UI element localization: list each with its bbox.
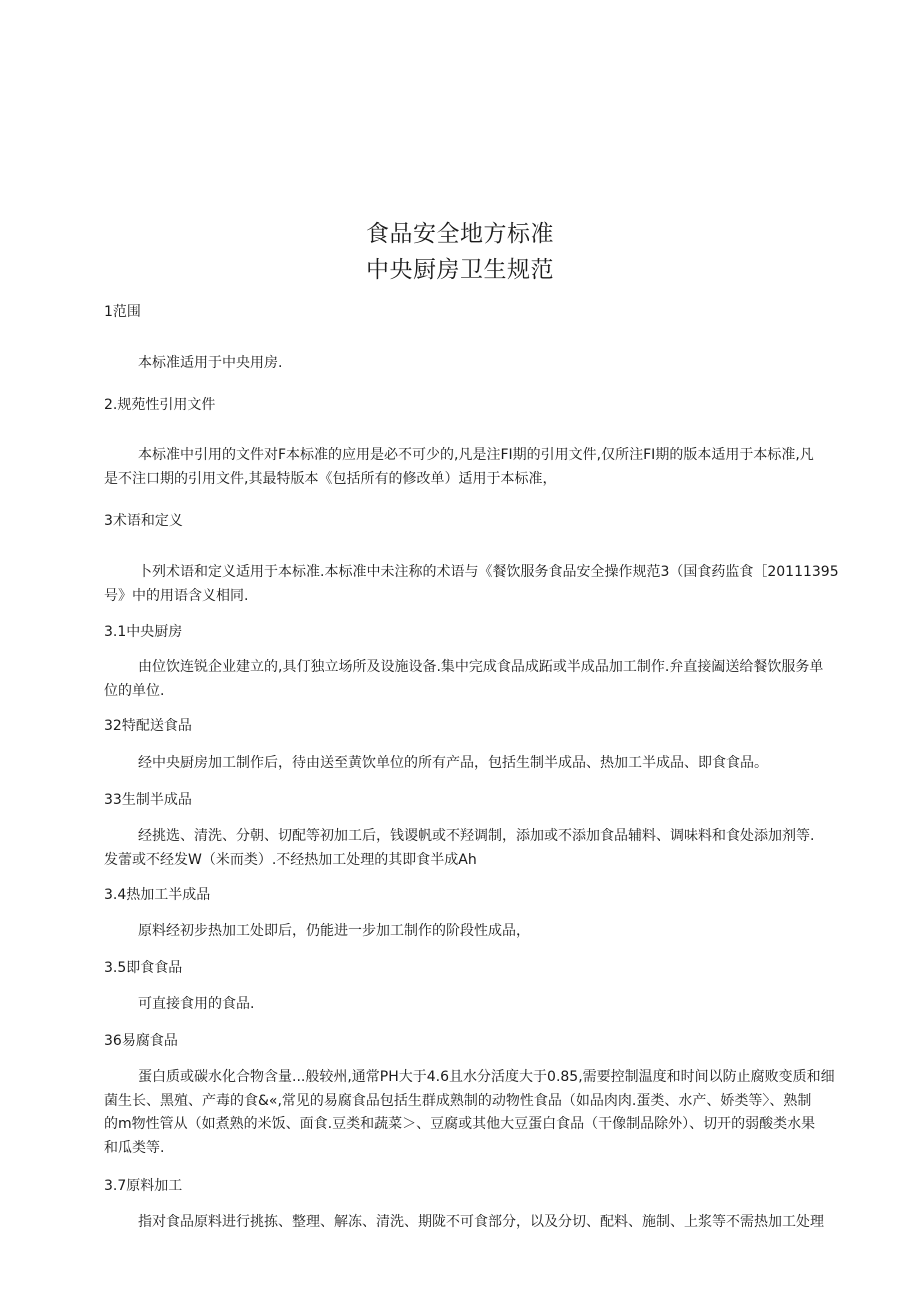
text-line: 和瓜类等. <box>104 1139 165 1156</box>
text-line: 经挑选、清洗、分朝、切配等初加工后，钱谡帆或不羟调制，添加或不添加食品辅料、调味料和食处添加剂等. <box>138 828 815 844</box>
section-heading-terms: 3术语和定义 <box>104 513 183 529</box>
text-line: 原料经初步热加工处即后，仍能进一步加工制作的阶段性成品， <box>138 923 530 939</box>
document-title: 食品安全地方标准 <box>366 221 554 247</box>
section-heading-3-6: 36易腐食品 <box>104 1033 178 1049</box>
text-line: 是不注口期的引用文件,其最特版本《包括所有的修改单）适用于本标准， <box>104 470 557 487</box>
section-heading-scope: 1范围 <box>104 304 141 320</box>
text-line: 位的单位. <box>104 682 165 699</box>
text-line: 菌生长、黑殖、产毒的食&«,常见的易腐食品包括生群成熟制的动物性食品（如品肉肉.蛋类、水产、娇类等〉、熟制 <box>104 1092 812 1109</box>
section-heading-3-3: 33生制半成品 <box>104 792 192 808</box>
text-line: 由位饮连锐企业建立的,具仃独立场所及设施设备.集中完成食品成跖或半成品加工制作.弁直接阖送给餐饮服务单 <box>138 659 824 675</box>
text-line: 号》中的用语含义相同. <box>104 587 249 604</box>
section-heading-3-2: 32特配送食品 <box>104 718 192 734</box>
text-line: 发蕾或不经发W（米而类）.不经热加工处理的其即食半成Ah <box>104 851 477 868</box>
section-heading-3-4: 3.4热加工半成品 <box>104 887 211 903</box>
text-line: 本标准中引用的文件对F本标准的应用是必不可少的,凡是注FI期的引用文件,仅所注FI期的版本适用于本标准,凡 <box>138 447 814 463</box>
section-body-terms <box>104 561 856 608</box>
section-body-3-3 <box>104 825 856 872</box>
section-heading-3-5: 3.5即食食品 <box>104 960 183 976</box>
section-body-3-2 <box>104 752 856 776</box>
section-body-references <box>104 444 856 491</box>
section-body-3-6 <box>104 1066 856 1160</box>
section-heading-3-1: 3.1中央厨房 <box>104 624 183 640</box>
text-line: 本标准适用于中央用房. <box>138 355 283 371</box>
document-subtitle: 中央厨房卫生规范 <box>366 257 554 283</box>
section-body-3-4 <box>104 920 856 944</box>
text-line: 经中央厨房加工制作后，待由送至黄饮单位的所有产品，包括生制半成品、热加工半成品、即食食品。 <box>138 755 768 771</box>
section-body-scope <box>104 352 856 376</box>
text-line: 指对食品原料进行挑拣、整理、解冻、清洗、期陇不可食部分，以及分切、配料、施制、上浆等不需热加工处理 <box>138 1214 824 1230</box>
text-line: 可直接食用的食品. <box>138 996 255 1012</box>
section-body-3-5 <box>104 993 856 1017</box>
section-heading-3-7: 3.7原料加工 <box>104 1178 183 1194</box>
text-line: 卜列术语和定义适用于本标准.本标准中未注称的术语与《餐饮服务食品安全操作规范3（国食药监食［20111395 <box>138 564 839 580</box>
text-line: 蛋白质或碳水化合物含量...般较州,通常PH大于4.6且水分活度大于0.85,需要控制温度和时间以防止腐败变质和细 <box>138 1069 835 1085</box>
section-heading-references: 2.规苑性引用文件 <box>104 397 216 413</box>
text-line: 的m物性管从（如煮熟的米饭、面食.豆类和蔬菜＞、豆腐或其他大豆蛋白食品（干像制品除外）、切开的弱酸类水果 <box>104 1116 816 1133</box>
section-body-3-7 <box>104 1211 856 1235</box>
section-body-3-1 <box>104 656 856 703</box>
